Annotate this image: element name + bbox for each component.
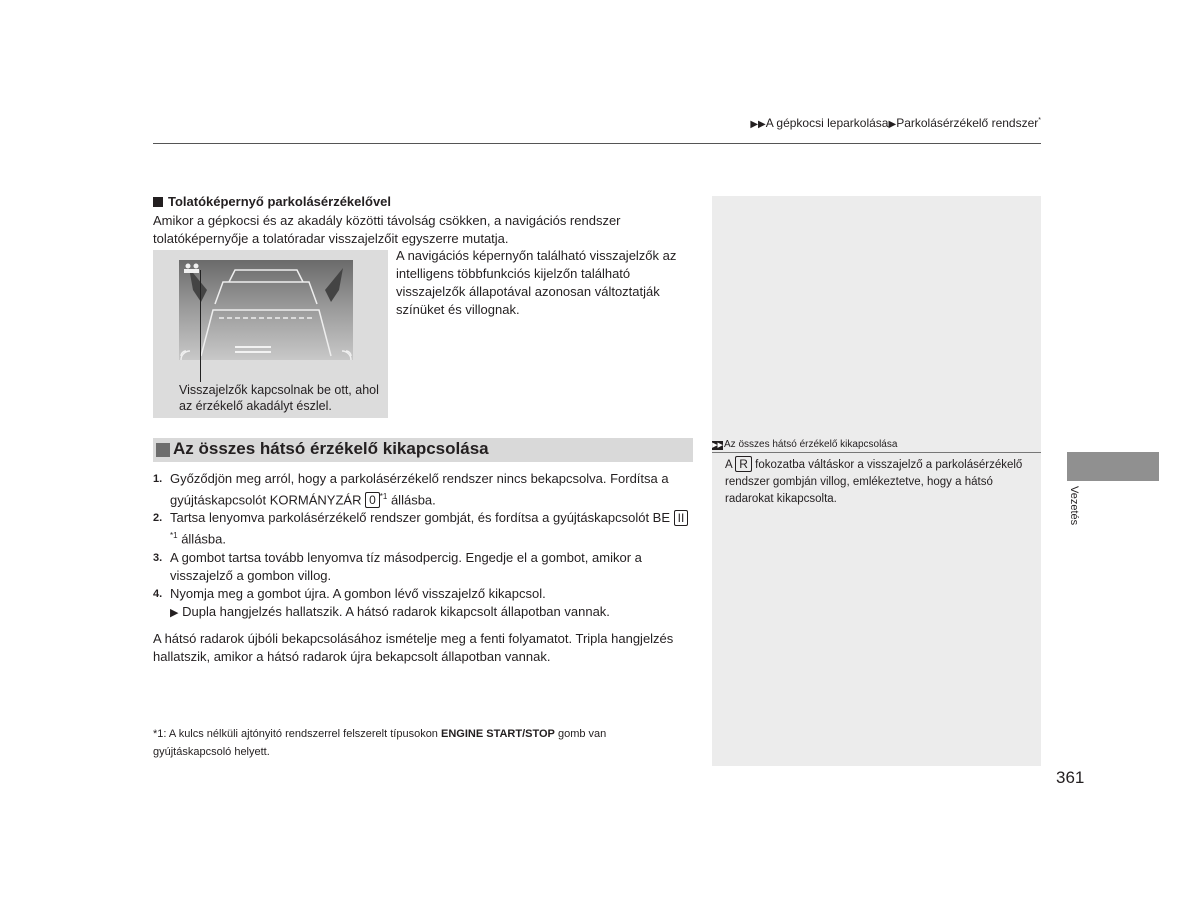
step-text: Tartsa lenyomva parkolásérzékelő rendszer gombját, és fordítsa a gyújtáskapcsolót BE <box>170 510 671 526</box>
section-square-icon <box>156 443 170 457</box>
key-r-icon: R <box>735 456 752 472</box>
note-title: Az összes hátsó érzékelő kikapcsolása <box>724 439 898 450</box>
step-text: állásba. <box>390 492 436 508</box>
footnote-prefix: *1: A kulcs nélküli ajtónyitó rendszerrel felszerelt típusokon <box>153 728 438 740</box>
step-4-result <box>153 603 693 622</box>
square-bullet-icon <box>153 197 163 207</box>
key-0-icon: 0 <box>365 492 380 508</box>
step-text: állásba. <box>181 531 226 547</box>
note-ref-icon: ▶▶ <box>712 442 723 449</box>
result-arrow-icon: ▶ <box>170 606 179 619</box>
page-number: 361 <box>1056 768 1085 787</box>
step-number: 4. <box>153 587 163 600</box>
footnote-ref: *1 <box>379 492 388 501</box>
callout-line <box>200 270 201 382</box>
steps-list <box>153 470 693 622</box>
note-lead: A <box>725 459 733 471</box>
step-2 <box>153 509 693 548</box>
intro-text: Amikor a gépkocsi és az akadály közötti távolság csökken, a navigációs rendszer tolatóképernyője a tolatóradar visszajelzőit egyszerre mutatja. <box>153 213 621 246</box>
note-rule <box>712 452 1041 453</box>
sub-heading-text: Tolatóképernyő parkolásérzékelővel <box>168 194 392 209</box>
note-heading <box>712 439 1041 450</box>
sub-heading <box>153 194 391 209</box>
step-number: 3. <box>153 551 163 564</box>
step-number: 2. <box>153 512 163 525</box>
key-ii-icon: II <box>674 510 689 526</box>
breadcrumb-subsection: Parkolásérzékelő rendszer <box>896 116 1039 130</box>
step-text: A gombot tartsa tovább lenyomva tíz másodpercig. Engedje el a gombot, amikor a visszajelző a gombon villog. <box>170 549 642 583</box>
footnote-suffix: gomb van gyújtáskapcsoló helyett. <box>153 728 607 758</box>
footnote-ref: *1 <box>170 531 178 541</box>
arrow-icon: ▶ <box>888 119 897 130</box>
result-text: Dupla hangjelzés hallatszik. A hátsó radarok kikapcsolt állapotban vannak. <box>182 603 610 619</box>
double-arrow-icon: ▶▶ <box>750 119 766 130</box>
header-rule <box>153 143 1041 144</box>
breadcrumb-asterisk: * <box>1038 117 1041 124</box>
chapter-tab-label: Vezetés <box>1068 486 1080 526</box>
footnote-button-name: ENGINE START/STOP <box>441 728 555 740</box>
note-body <box>725 456 1035 508</box>
step-text: Győződjön meg arról, hogy a parkolásérzékelő rendszer nincs bekapcsolva. Fordítsa a gyújtáskapcsolót KORMÁNYZÁR <box>170 471 669 508</box>
step-number: 1. <box>153 473 163 485</box>
breadcrumb <box>700 116 1041 130</box>
figure-side-text: A navigációs képernyőn található visszajelzők az intelligens többfunkciós kijelzőn található visszajelzők állapotával azonosan változtatják színüket és villognak. <box>396 248 677 317</box>
section-title: Az összes hátsó érzékelő kikapcsolása <box>173 439 489 458</box>
chapter-tab <box>1067 452 1159 481</box>
breadcrumb-section: A gépkocsi leparkolása <box>765 116 889 130</box>
note-text: fokozatba váltáskor a visszajelző a parkolásérzékelő rendszer gombján villog, emlékeztetve, hogy a hátsó radarokat kikapcsolta. <box>725 459 1023 505</box>
step-3 <box>153 549 693 585</box>
section-heading <box>153 438 693 462</box>
reactivation-paragraph: A hátsó radarok újbóli bekapcsolásához ismételje meg a fenti folyamatot. Tripla hangjelzés hallatszik, amikor a hátsó radarok újra bekapcsolt állapotban vannak. <box>153 631 674 664</box>
step-text: Nyomja meg a gombot újra. A gombon lévő visszajelző kikapcsol. <box>170 585 546 601</box>
step-4 <box>153 585 693 603</box>
camera-screen-image <box>179 260 353 360</box>
step-1 <box>153 470 693 509</box>
figure-caption: Visszajelzők kapcsolnak be ott, ahol az érzékelő akadályt észlel. <box>179 383 379 413</box>
footnote <box>153 725 673 761</box>
camera-view-illustration <box>179 260 353 360</box>
